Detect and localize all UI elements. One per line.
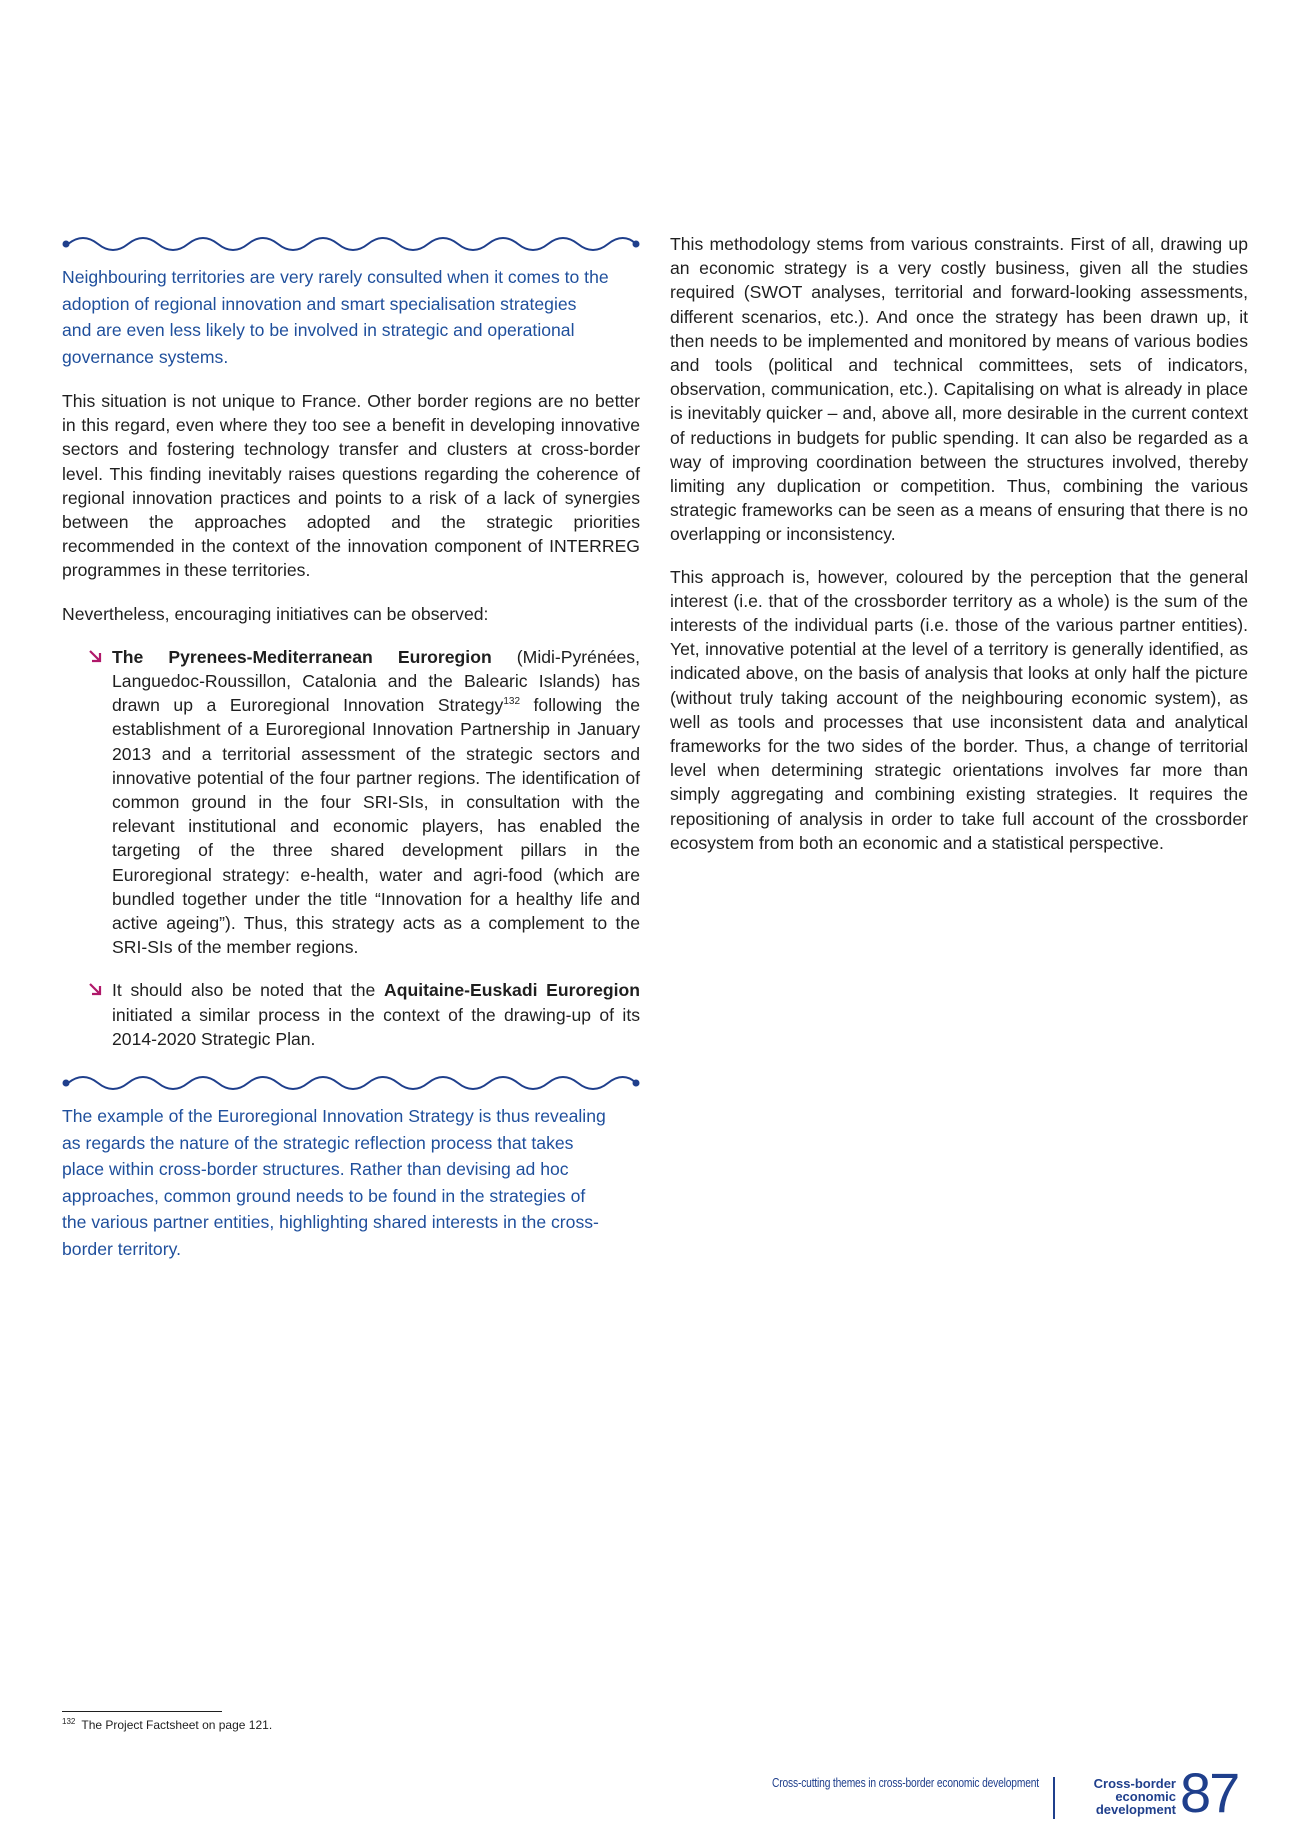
- callout-top: Neighbouring territories are very rarely consulted when it comes to the adoption of regional innovation and smart specialisation strategies and are even less likely to be involved in strategic and operational governance systems.: [62, 267, 609, 367]
- right-paragraph-2: This approach is, however, coloured by the perception that the general interest (i.e. that of the crossborder territory as a whole) is the sum of the interests of the individual parts (i.e. those of the various partner entities). Yet, innovative potential at the level of a territory is generally identified, as indicated above, on the basis of analysis that looks at only half the picture (without truly taking account of the neighbouring economic system), as well as tools and processes that use inconsistent data and analytical frameworks for the two sides of the border. Thus, a change of territorial level when determining strategic orientations involves far more than simply aggregating and combining existing strategies. It requires the repositioning of analysis in order to take full account of the crossborder ecosystem from both an economic and a statistical perspective.: [670, 566, 1248, 853]
- left-paragraph-2: Nevertheless, encouraging initiatives can be observed:: [62, 603, 489, 624]
- initiatives-list: [62, 645, 640, 1051]
- section-label: [1070, 1777, 1176, 1816]
- euroregion-name: The Pyrenees-Mediterranean Euroregion: [112, 646, 492, 667]
- running-footer-title: Cross-cutting themes in cross-border economic development: [772, 1776, 1039, 1790]
- footnote-number: 132: [62, 1717, 76, 1726]
- list-item: [62, 645, 640, 960]
- bullet-text-continued: following the establishment of a Euroregional Innovation Partnership in January 2013 and a territorial assessment of the strategic sectors and innovative potential of the four partner regions. The identification of common ground in the four SRI-SIs, in consultation with the relevant institutional and economic players, has enabled the targeting of the three shared development pillars in the Euroregional strategy: e-health, water and agri-food (which are bundled together under the title “Innovation for a healthy life and active ageing”). Thus, this strategy acts as a complement to the SRI-SIs of the member regions.: [112, 695, 640, 958]
- list-item: [62, 978, 640, 1051]
- bullet-text: It should also be noted that the: [112, 980, 384, 1001]
- left-column: [62, 232, 640, 1281]
- arrow-down-right-icon: [88, 982, 102, 996]
- section-label-line: economic: [1115, 1789, 1176, 1804]
- footnote: [62, 1718, 272, 1732]
- left-paragraph-1: This situation is not unique to France. Other border regions are no better in this regard, even where they too see a benefit in developing innovative sectors and fostering technology transfer and clusters at cross-border level. This finding inevitably raises questions regarding the coherence of regional innovation practices and points to a risk of a lack of synergies between the approaches adopted and the strategic priorities recommended in the context of the innovation component of INTERREG programmes in these territories.: [62, 391, 640, 581]
- arrow-down-right-icon: [88, 649, 102, 663]
- right-paragraph-1: This methodology stems from various constraints. First of all, drawing up an economic strategy is a very costly business, given all the studies required (SWOT analyses, territorial and forward-looking assessments, different scenarios, etc.). And once the strategy has been drawn up, it then needs to be implemented and monitored by means of various bodies and tools (political and technical committees, sets of indicators, observation, communication, etc.). Capitalising on what is already in place is inevitably quicker – and, above all, more desirable in the current context of reductions in budgets for public spending. It can also be regarded as a way of improving coordination between the structures involved, thereby limiting any duplication or competition. Thus, combining the various strategic frameworks can be seen as a means of ensuring that there is no overlapping or inconsistency.: [670, 234, 1248, 545]
- bullet-text: (Midi-Pyrénées, Languedoc-Roussillon, Catalonia and the Balearic Islands) has drawn up a Euroregional Innovation Strategy: [112, 646, 640, 716]
- wavy-divider-top: [62, 232, 640, 256]
- section-label-line: development: [1095, 1802, 1176, 1817]
- section-label-line: Cross-border: [1093, 1776, 1176, 1791]
- footnote-ref: 132: [503, 696, 521, 708]
- euroregion-name: Aquitaine-Euskadi Euroregion: [384, 980, 640, 1001]
- footer-divider: [1053, 1777, 1055, 1819]
- bullet-text-continued: initiated a similar process in the context of the drawing-up of its 2014-2020 Strategic Plan.: [112, 1004, 640, 1049]
- callout-bottom: The example of the Euroregional Innovation Strategy is thus revealing as regards the nature of the strategic reflection process that takes place within cross-border structures. Rather than devising ad hoc approaches, common ground needs to be found in the strategies of the various partner entities, highlighting shared interests in the cross-border territory.: [62, 1106, 606, 1259]
- wavy-divider-bottom: [62, 1071, 640, 1095]
- footnote-text: The Project Factsheet on page 121.: [81, 1718, 273, 1732]
- footnote-divider: [62, 1711, 222, 1712]
- right-column: [670, 232, 1248, 873]
- page-number: 87: [1180, 1761, 1239, 1824]
